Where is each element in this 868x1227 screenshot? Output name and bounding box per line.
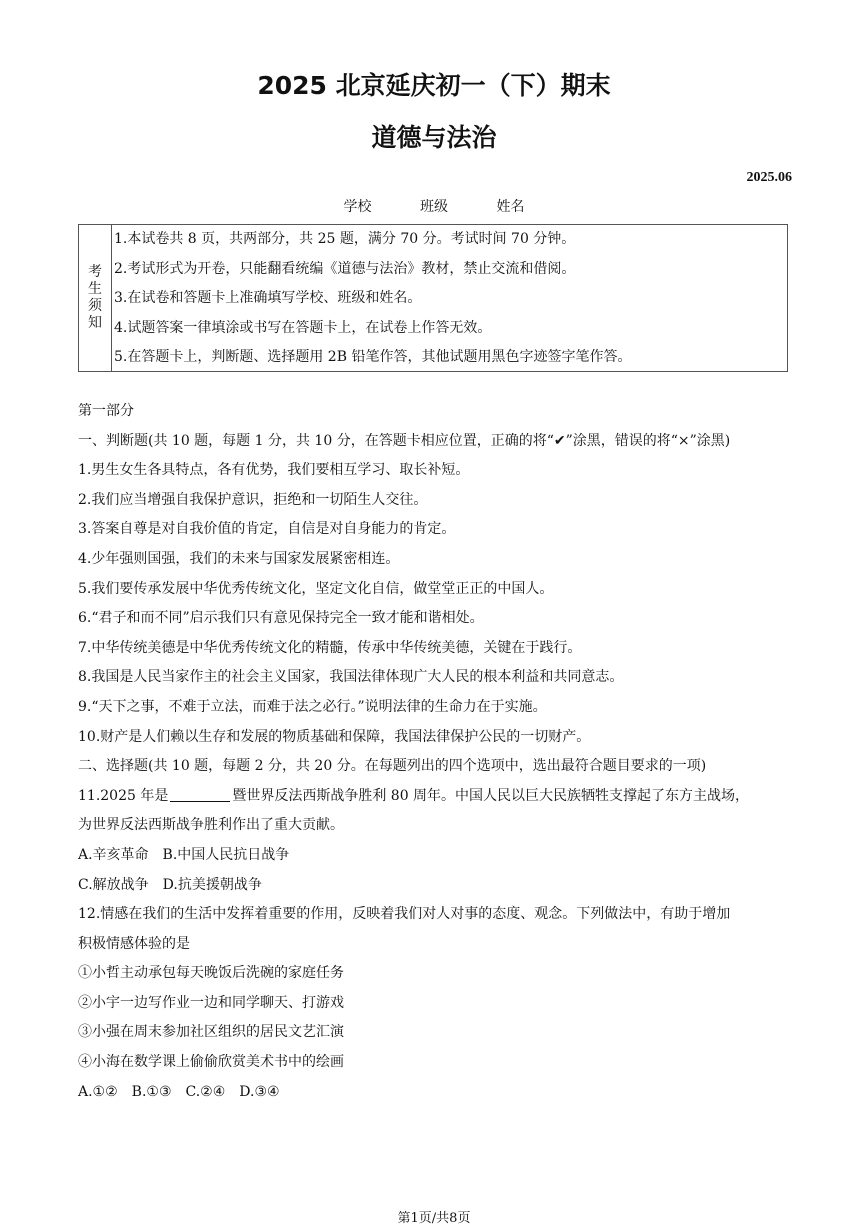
student-info-row bbox=[0, 196, 868, 216]
question-11-stem bbox=[78, 783, 794, 813]
q11-stem-after: 暨世界反法西斯战争胜利 80 周年。中国人民以巨大民族牺牲支撑起了东方主战场， bbox=[232, 787, 750, 804]
q12-item: ④小海在数学课上偷偷欣赏美术书中的绘画 bbox=[78, 1054, 344, 1071]
notice-item: 2.考试形式为开卷，只能翻看统编《道德与法治》教材，禁止交流和借阅。 bbox=[114, 260, 576, 277]
school-label: 学校 bbox=[343, 199, 372, 215]
notice-heading-char: 须 bbox=[88, 298, 102, 314]
notice-item: 5.在答题卡上，判断题、选择题用 2B 铅笔作答，其他试题用黑色字迹签字笔作答。 bbox=[114, 349, 632, 365]
judgement-question: 2.我们应当增强自我保护意识，拒绝和一切陌生人交往。 bbox=[78, 491, 428, 508]
judgement-question: 4.少年强则国强，我们的未来与国家发展紧密相连。 bbox=[78, 550, 400, 567]
section-heading-choice: 二、选择题(共 10 题，每题 2 分，共 20 分。在每题列出的四个选项中，选出最符合题目要求的一项) bbox=[78, 758, 707, 775]
exam-content bbox=[78, 398, 794, 1108]
q11-options-1: A.辛亥革命 B.中国人民抗日战争 bbox=[78, 846, 290, 863]
judgement-question: 8.我国是人民当家作主的社会主义国家，我国法律体现广大人民的根本利益和共同意志。 bbox=[78, 669, 624, 686]
judgement-question: 9.“天下之事，不难于立法，而难于法之必行。”说明法律的生命力在于实施。 bbox=[78, 698, 547, 715]
judgement-question: 10.财产是人们赖以生存和发展的物质基础和保障，我国法律保护公民的一切财产。 bbox=[78, 728, 591, 745]
q12-item: ③小强在周末参加社区组织的居民文艺汇演 bbox=[78, 1024, 344, 1041]
notice-heading-char: 知 bbox=[88, 315, 102, 331]
q12-options: A.①② B.①③ C.②④ D.③④ bbox=[78, 1083, 280, 1100]
q11-stem-cont: 为世界反法西斯战争胜利作出了重大贡献。 bbox=[78, 817, 344, 834]
section-heading-judgement: 一、判断题(共 10 题，每题 1 分，共 10 分，在答题卡相应位置，正确的将“✔”涂黑，错误的将“×”涂黑) bbox=[78, 432, 731, 449]
q12-item: ①小哲主动承包每天晚饭后洗碗的家庭任务 bbox=[78, 965, 344, 982]
judgement-question: 6.“君子和而不同”启示我们只有意见保持完全一致才能和谐相处。 bbox=[78, 610, 484, 627]
exam-date: 2025.06 bbox=[746, 170, 792, 185]
name-label: 姓名 bbox=[496, 199, 525, 215]
notice-item: 1.本试卷共 8 页，共两部分，共 25 题，满分 70 分。考试时间 70 分钟。 bbox=[114, 231, 576, 247]
notice-heading-char: 生 bbox=[88, 281, 102, 297]
q11-stem-before: 11.2025 年是 bbox=[78, 787, 169, 804]
q11-options-2: C.解放战争 D.抗美援朝战争 bbox=[78, 876, 262, 893]
judgement-question: 7.中华传统美德是中华优秀传统文化的精髓，传承中华传统美德，关键在于践行。 bbox=[78, 639, 582, 656]
part-label: 第一部分 bbox=[78, 403, 134, 419]
answer-blank bbox=[170, 786, 230, 802]
subject-title: 道德与法治 bbox=[371, 123, 497, 152]
judgement-question: 5.我们要传承发展中华优秀传统文化，坚定文化自信，做堂堂正正的中国人。 bbox=[78, 580, 554, 597]
notice-heading-char: 考 bbox=[88, 264, 102, 280]
exam-notice-box bbox=[78, 224, 788, 372]
judgement-question: 1.男生女生各具特点，各有优势，我们要相互学习、取长补短。 bbox=[78, 462, 470, 479]
q12-item: ②小宇一边写作业一边和同学聊天、打游戏 bbox=[78, 994, 344, 1011]
exam-title: 2025 北京延庆初一（下）期末 bbox=[257, 71, 611, 100]
judgement-question: 3.答案自尊是对自我价值的肯定，自信是对自身能力的肯定。 bbox=[78, 521, 456, 538]
notice-item: 4.试题答案一律填涂或书写在答题卡上，在试卷上作答无效。 bbox=[114, 319, 492, 336]
notice-item: 3.在试卷和答题卡上准确填写学校、班级和姓名。 bbox=[114, 290, 422, 306]
class-label: 班级 bbox=[420, 199, 448, 215]
q12-stem-cont: 积极情感体验的是 bbox=[78, 935, 190, 952]
notice-heading bbox=[79, 225, 112, 371]
q12-stem: 12.情感在我们的生活中发挥着重要的作用，反映着我们对人对事的态度、观念。下列做法中，有助于增加 bbox=[78, 906, 731, 923]
page-number: 第1页/共8页 bbox=[397, 1211, 471, 1226]
notice-list bbox=[112, 225, 787, 371]
